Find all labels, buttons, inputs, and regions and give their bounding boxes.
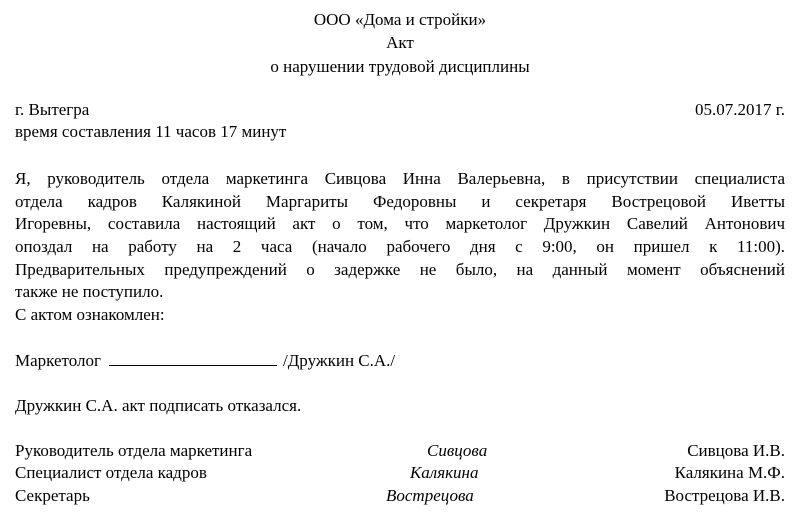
document-subtitle: о нарушении трудовой дисциплины — [270, 57, 530, 76]
signature-row — [15, 485, 785, 507]
acknowledgment-row — [15, 349, 785, 371]
body-line: Я, руководитель отдела маркетинга Сивцова Инна Валерьевна, в присутствии специалиста — [15, 169, 785, 188]
document — [15, 0, 785, 525]
signature-role: Секретарь — [15, 486, 90, 505]
body-line: опоздал на работу на 2 часа (начало рабочего дня с 9:00, он пришел к 11:00). — [15, 237, 785, 256]
signature-row — [15, 440, 785, 462]
signatory-name: Вострецова И.В. — [664, 486, 785, 505]
document-title: Акт — [386, 33, 414, 52]
acknowledgment-role: Маркетолог — [15, 351, 101, 370]
handwritten-signature: Вострецова — [386, 486, 474, 505]
city: г. Вытегра — [15, 100, 90, 119]
body-line: Предварительных предупреждений о задержке не было, на данный момент объяснений — [15, 260, 785, 279]
refusal-note: Дружкин С.А. акт подписать отказался. — [15, 396, 302, 415]
time-of-compilation: время составления 11 часов 17 минут — [15, 122, 287, 141]
body-line-last: также не поступило. — [15, 282, 164, 301]
body-line: Игоревны, составила настоящий акт о том, что маркетолог Дружкин Савелий Антонович — [15, 214, 785, 233]
signature-role: Руководитель отдела маркетинга — [15, 441, 253, 460]
company-name: ООО «Дома и стройки» — [313, 10, 487, 29]
handwritten-signature: Калякина — [410, 463, 479, 482]
signatory-name: Сивцова И.В. — [687, 441, 785, 460]
place-date-row — [15, 99, 785, 121]
signature-blank-line — [109, 349, 277, 366]
signature-role: Специалист отдела кадров — [15, 463, 207, 482]
acknowledged-label: С актом ознакомлен: — [15, 305, 165, 324]
acknowledgment-name: /Дружкин С.А./ — [282, 351, 396, 370]
signatory-name: Калякина М.Ф. — [674, 463, 785, 482]
handwritten-signature: Сивцова — [427, 441, 488, 460]
signature-row — [15, 462, 785, 484]
date: 05.07.2017 г. — [694, 100, 785, 119]
body-line: отдела кадров Калякиной Маргариты Федоровны и секретаря Вострецовой Иветты — [15, 192, 785, 211]
